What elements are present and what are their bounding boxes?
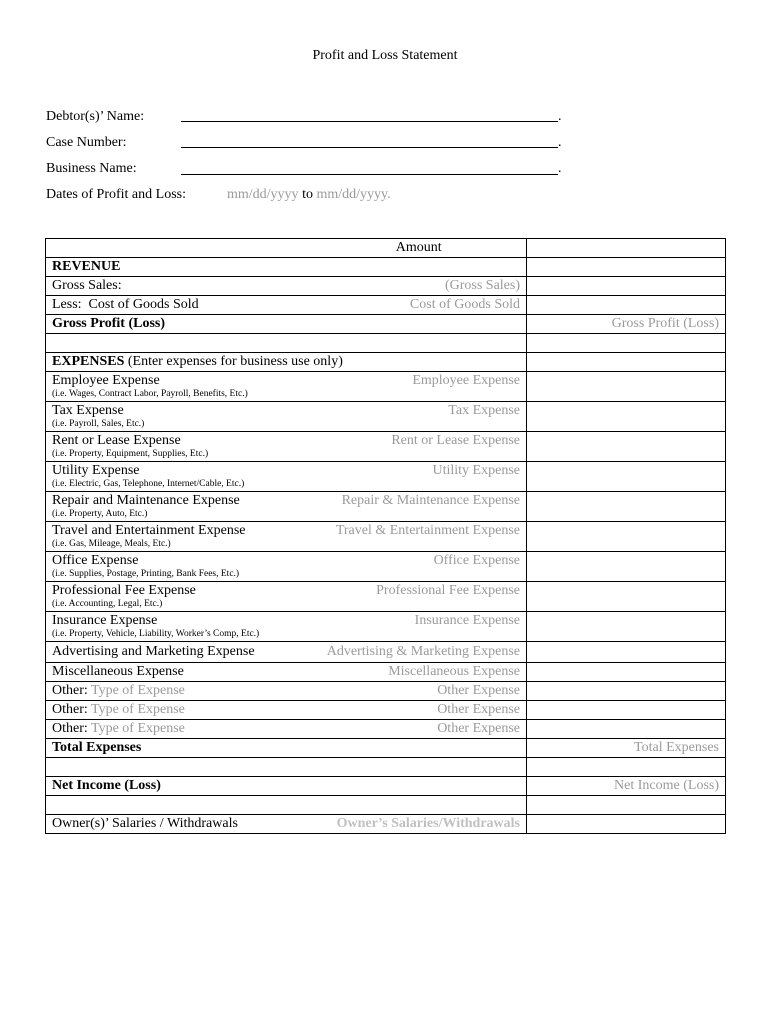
expense-note: (i.e. Accounting, Legal, Etc.) (52, 599, 163, 609)
expense-row (46, 462, 726, 492)
owner-salaries-label: Owner(s)’ Salaries / Withdrawals (46, 815, 312, 834)
cogs-field[interactable]: Cost of Goods Sold (312, 296, 527, 315)
total-expenses-label: Total Expenses (46, 739, 312, 758)
page-title: Profit and Loss Statement (312, 48, 458, 63)
expense-row (46, 642, 726, 663)
expense-label: Employee Expense (52, 373, 160, 388)
expense-note: (i.e. Property, Equipment, Supplies, Etc.) (52, 449, 209, 459)
tax-expense-field[interactable]: Tax Expense (312, 402, 527, 432)
repair-expense-field[interactable]: Repair & Maintenance Expense (312, 492, 527, 522)
profit-loss-table (45, 238, 726, 834)
misc-label: Miscellaneous Expense (46, 663, 312, 682)
business-name-label: Business Name: (46, 161, 137, 176)
utility-expense-field[interactable]: Utility Expense (312, 462, 527, 492)
table-row (46, 796, 726, 815)
other-label: Other: (52, 683, 88, 698)
total-expenses-field[interactable]: Total Expenses (527, 739, 726, 758)
table-row (46, 258, 726, 277)
net-income-label: Net Income (Loss) (46, 777, 312, 796)
expense-row (46, 522, 726, 552)
expense-label: Travel and Entertainment Expense (52, 523, 246, 538)
table-row (46, 239, 726, 258)
date-separator: to (298, 187, 317, 202)
expense-row (46, 402, 726, 432)
expense-note: (i.e. Property, Auto, Etc.) (52, 509, 148, 519)
other-type-field[interactable]: Type of Expense (91, 702, 185, 717)
dates-row (46, 187, 391, 203)
expense-label: Insurance Expense (52, 613, 158, 628)
gross-profit-label: Gross Profit (Loss) (46, 315, 312, 334)
expense-row (46, 432, 726, 462)
expense-label: Tax Expense (52, 403, 124, 418)
office-expense-field[interactable]: Office Expense (312, 552, 527, 582)
expense-row (46, 663, 726, 682)
table-row (46, 739, 726, 758)
other-label: Other: (52, 721, 88, 736)
net-income-field[interactable]: Net Income (Loss) (527, 777, 726, 796)
expense-note: (i.e. Electric, Gas, Telephone, Internet/Cable, Etc.) (52, 479, 245, 489)
table-row (46, 277, 726, 296)
travel-expense-field[interactable]: Travel & Entertainment Expense (312, 522, 527, 552)
debtor-name-end: . (558, 109, 562, 124)
other-type-field[interactable]: Type of Expense (91, 721, 185, 736)
gross-sales-field[interactable]: (Gross Sales) (312, 277, 527, 296)
expense-label: Professional Fee Expense (52, 583, 196, 598)
business-name-field[interactable] (181, 174, 558, 175)
advertising-label: Advertising and Marketing Expense (46, 642, 312, 663)
dates-label: Dates of Profit and Loss: (46, 187, 186, 202)
expenses-note: (Enter expenses for business use only) (124, 354, 343, 369)
expense-label: Repair and Maintenance Expense (52, 493, 240, 508)
table-row (46, 296, 726, 315)
amount-header: Amount (312, 239, 527, 258)
expense-row (46, 582, 726, 612)
other-expense-field[interactable]: Other Expense (312, 682, 527, 701)
expenses-heading (46, 353, 343, 372)
revenue-heading: REVENUE (46, 258, 312, 277)
expense-note: (i.e. Payroll, Sales, Etc.) (52, 419, 145, 429)
expense-label: Rent or Lease Expense (52, 433, 181, 448)
expense-label: Office Expense (52, 553, 139, 568)
professional-fee-field[interactable]: Professional Fee Expense (312, 582, 527, 612)
case-number-label: Case Number: (46, 135, 127, 150)
expense-note: (i.e. Gas, Mileage, Meals, Etc.) (52, 539, 171, 549)
expense-row (46, 612, 726, 642)
expense-row (46, 720, 726, 739)
expense-row (46, 492, 726, 522)
expense-note: (i.e. Property, Vehicle, Liability, Worker’s Comp, Etc.) (52, 629, 260, 639)
cogs-label: Less: Cost of Goods Sold (46, 296, 312, 315)
insurance-expense-field[interactable]: Insurance Expense (312, 612, 527, 642)
gross-sales-label: Gross Sales: (46, 277, 312, 296)
table-row (46, 815, 726, 834)
table-row (46, 777, 726, 796)
debtor-name-label: Debtor(s)’ Name: (46, 109, 145, 124)
expense-note: (i.e. Wages, Contract Labor, Payroll, Benefits, Etc.) (52, 389, 248, 399)
debtor-name-field[interactable] (181, 121, 558, 122)
expense-note: (i.e. Supplies, Postage, Printing, Bank Fees, Etc.) (52, 569, 240, 579)
table-row (46, 315, 726, 334)
business-name-end: . (558, 161, 562, 176)
date-to-field[interactable]: mm/dd/yyyy. (316, 187, 391, 202)
owner-salaries-field[interactable]: Owner’s Salaries/Withdrawals (312, 815, 527, 834)
table-row (46, 334, 726, 353)
gross-profit-field[interactable]: Gross Profit (Loss) (527, 315, 726, 334)
table-row (46, 758, 726, 777)
case-number-field[interactable] (181, 147, 558, 148)
misc-field[interactable]: Miscellaneous Expense (312, 663, 527, 682)
expense-label: Utility Expense (52, 463, 140, 478)
advertising-field[interactable]: Advertising & Marketing Expense (312, 642, 527, 663)
expense-row (46, 372, 726, 402)
expense-row (46, 552, 726, 582)
date-from-field[interactable]: mm/dd/yyyy (227, 187, 299, 202)
expenses-label: EXPENSES (52, 354, 125, 369)
expense-row (46, 701, 726, 720)
rent-expense-field[interactable]: Rent or Lease Expense (312, 432, 527, 462)
case-number-end: . (558, 135, 562, 150)
table-row (46, 353, 726, 372)
employee-expense-field[interactable]: Employee Expense (312, 372, 527, 402)
expense-row (46, 682, 726, 701)
other-label: Other: (52, 702, 88, 717)
other-expense-field[interactable]: Other Expense (312, 720, 527, 739)
other-expense-field[interactable]: Other Expense (312, 701, 527, 720)
other-type-field[interactable]: Type of Expense (91, 683, 185, 698)
